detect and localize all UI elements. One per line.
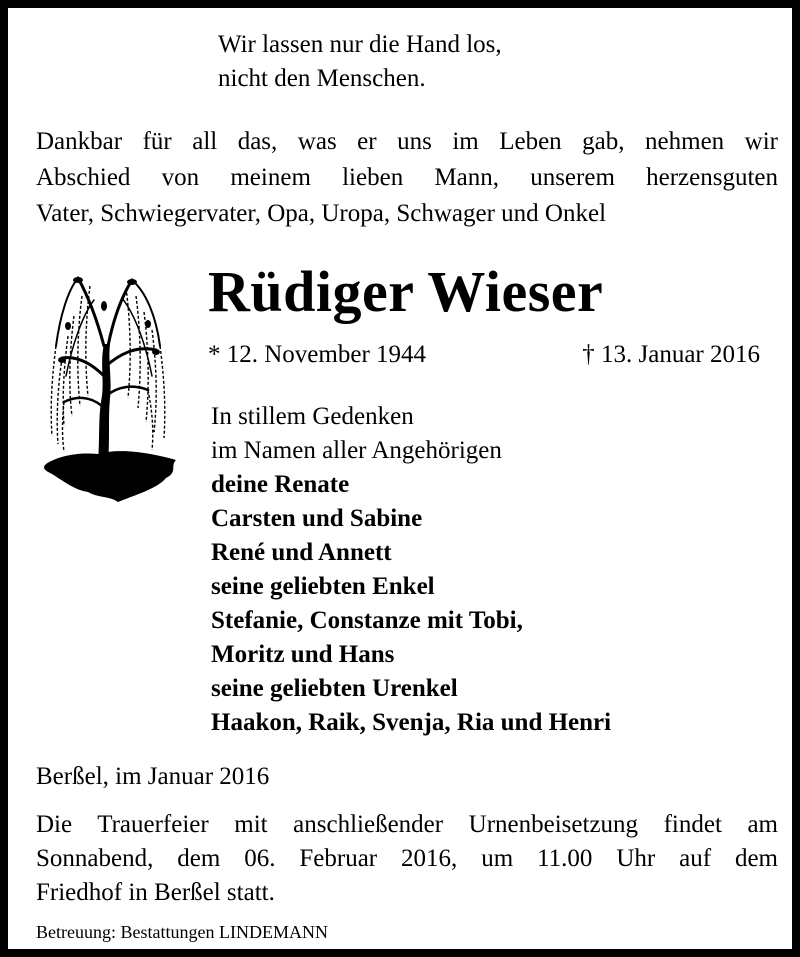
- deceased-name: Rüdiger Wieser: [208, 259, 604, 324]
- intro-line: Vater, Schwiegervater, Opa, Uropa, Schwager und Onkel: [36, 200, 607, 227]
- place-date: Berßel, im Januar 2016: [36, 763, 270, 790]
- funeral-line: Friedhof in Berßel statt.: [36, 879, 275, 906]
- mourner-line: Haakon, Raik, Svenja, Ria und Henri: [211, 709, 612, 736]
- mourner-line: Stefanie, Constanze mit Tobi,: [211, 607, 523, 634]
- mourners-block: [211, 400, 611, 740]
- mourner-line: seine geliebten Urenkel: [211, 675, 458, 702]
- life-dates: [208, 338, 760, 372]
- mourner-line: René und Annett: [211, 539, 392, 566]
- funeral-line: Die Trauerfeier mit anschließender Urnenbeisetzung findet am: [36, 811, 778, 838]
- funeral-info: [36, 808, 778, 910]
- mourner-line: Carsten und Sabine: [211, 505, 423, 532]
- weeping-willow-icon: [38, 266, 186, 506]
- death-date: † 13. Januar 2016: [582, 341, 760, 368]
- mourner-line: deine Renate: [211, 471, 350, 498]
- mourner-line: seine geliebten Enkel: [211, 573, 435, 600]
- motto-line: Wir lassen nur die Hand los,: [218, 31, 502, 58]
- funeral-home-credit: Betreuung: Bestattungen LINDEMANN: [36, 922, 328, 942]
- intro-text: [36, 124, 778, 232]
- birth-date: * 12. November 1944: [208, 341, 427, 368]
- intro-line: Dankbar für all das, was er uns im Leben gab, nehmen wir: [36, 128, 778, 155]
- memory-line: In stillem Gedenken: [211, 403, 414, 430]
- mourner-line: Moritz und Hans: [211, 641, 395, 668]
- motto: [218, 28, 502, 96]
- intro-line: Abschied von meinem lieben Mann, unserem herzensguten: [36, 164, 778, 191]
- memory-line: im Namen aller Angehörigen: [211, 437, 502, 464]
- funeral-line: Sonnabend, dem 06. Februar 2016, um 11.00 Uhr auf dem: [36, 845, 778, 872]
- motto-line: nicht den Menschen.: [218, 65, 426, 92]
